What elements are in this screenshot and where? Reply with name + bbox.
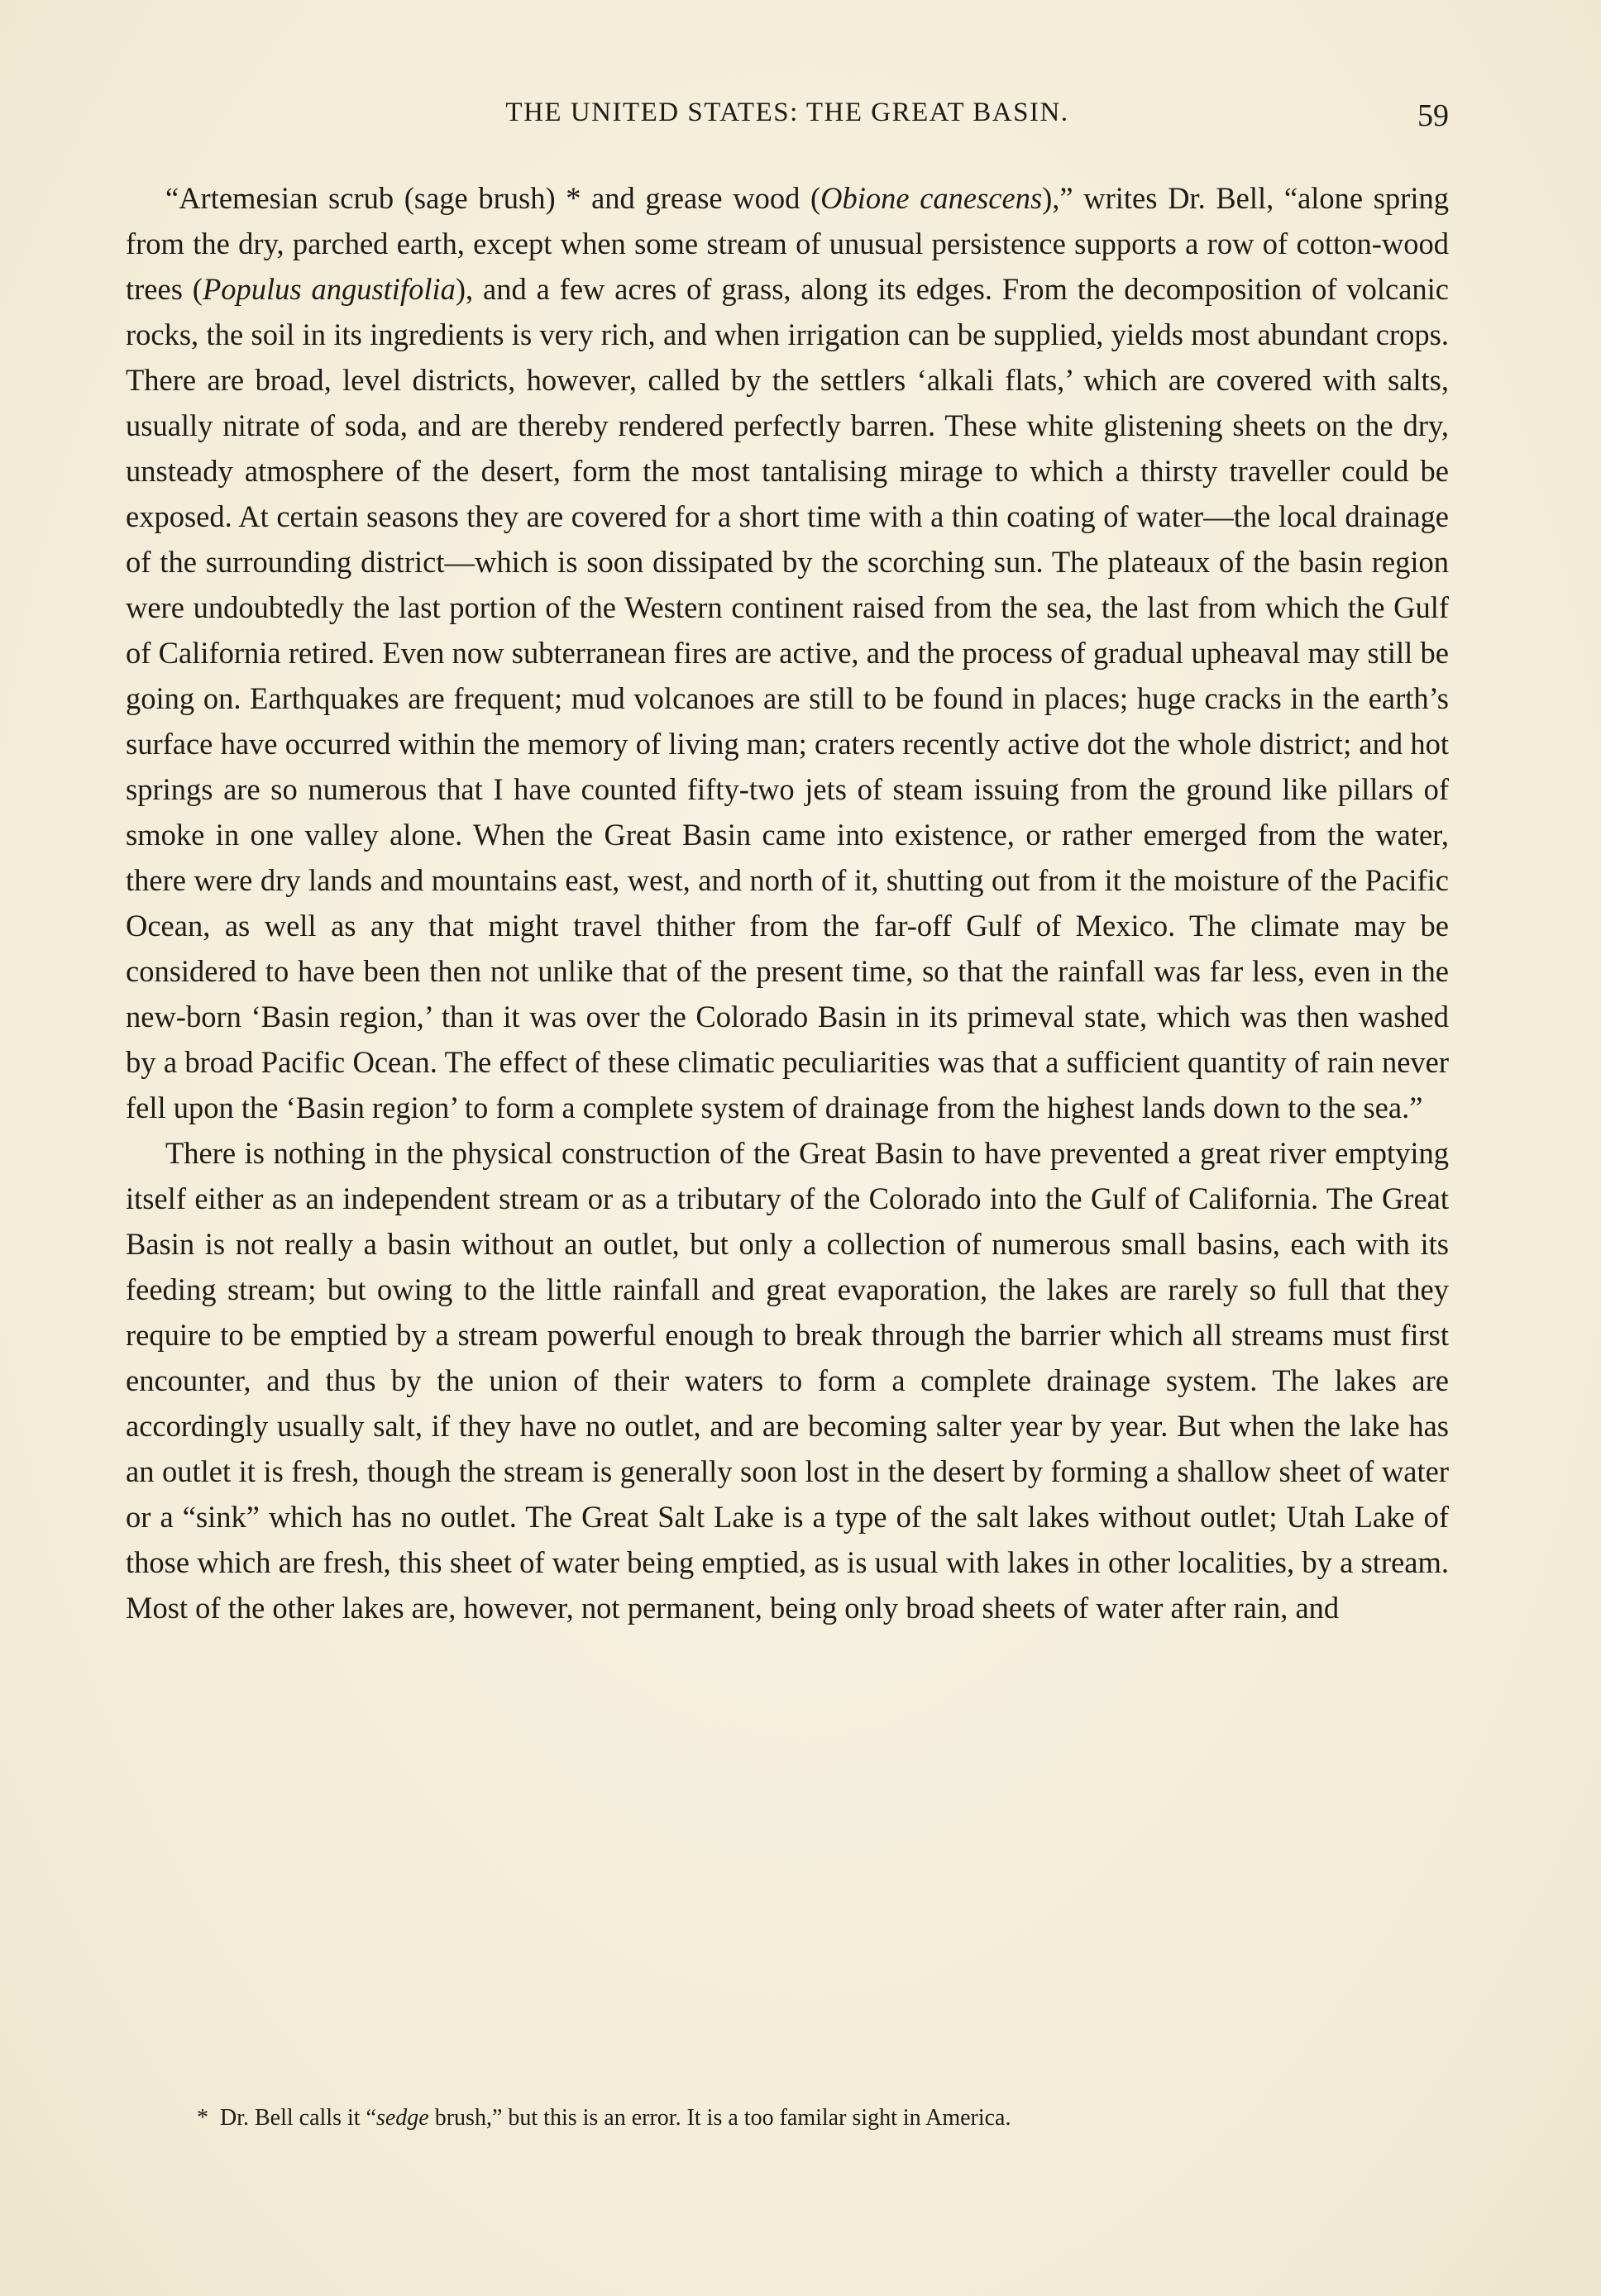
paragraph-2 bbox=[126, 1130, 1449, 1630]
text-run: There is nothing in the physical construction of the Great Basin to have prevented a great river emptying itself either as an independent stream or as a tributary of the Colorado into the Gulf of California. The Great Basin is not really a basin without an outlet, but only a collection of numerous small basins, each with its feeding stream; but owing to the little rainfall and great evaporation, the lakes are rarely so full that they require to be emptied by a stream powerful enough to break through the barrier which all streams must first encounter, and thus by the union of their waters to form a complete drainage system. The lakes are accordingly usually salt, if they have no outlet, and are becoming salter year by year. But when the lake has an outlet it is fresh, though the stream is generally soon lost in the desert by forming a shallow sheet of water or a “sink” which has no outlet. The Great Salt Lake is a type of the salt lakes without outlet; Utah Lake of those which are fresh, this sheet of water being emptied, as is usual with lakes in other localities, by a stream. Most of the other lakes are, however, not permanent, being only broad sheets of water after rain, and bbox=[126, 1136, 1449, 1625]
footnote-mark: * bbox=[197, 2105, 208, 2131]
footnote-text: brush,” but this is an error. It is a too familar sight in America. bbox=[428, 2105, 1011, 2131]
page-header bbox=[126, 98, 1449, 147]
species-name: Populus angustifolia bbox=[202, 272, 456, 306]
body-text bbox=[126, 175, 1449, 1630]
footnote-italic: sedge bbox=[375, 2105, 429, 2131]
species-name: Obione canescens bbox=[820, 181, 1043, 215]
paragraph-1 bbox=[126, 175, 1449, 1130]
running-head: THE UNITED STATES: THE GREAT BASIN. bbox=[505, 98, 1069, 127]
text-run: ),” writes Dr. Bell, “alone spring from the dry, parched earth, except when some stream of unusual persistence supports a row of cotton-wood trees ( bbox=[126, 181, 1449, 306]
footnote bbox=[197, 2103, 1404, 2133]
text-run: “Artemesian scrub (sage brush) * and grease wood ( bbox=[165, 181, 821, 215]
text-run: ), and a few acres of grass, along its edges. From the decomposition of volcanic rocks, the soil in its ingredients is very rich, and when irrigation can be supplied, yields most abundant crops. There are broad, level districts, however, called by the settlers ‘alkali flats,’ which are covered with salts, usually nitrate of soda, and are thereby rendered perfectly barren. These white glistening sheets on the dry, unsteady atmosphere of the desert, form the most tantalising mirage to which a thirsty traveller could be exposed. At certain seasons they are covered for a short time with a thin coating of water—the local drainage of the surrounding district—which is soon dissipated by the scorching sun. The plateaux of the basin region were undoubtedly the last portion of the Western continent raised from the sea, the last from which the Gulf of California retired. Even now subterranean fires are active, and the process of gradual upheaval may still be going on. Earthquakes are frequent; mud volcanoes are still to be found in places; huge cracks in the earth’s surface have occurred within the memory of living man; craters recently active dot the whole district; and hot springs are so numerous that I have counted fifty-two jets of steam issuing from the ground like pillars of smoke in one valley alone. When the Great Basin came into existence, or rather emerged from the water, there were dry lands and mountains east, west, and north of it, shutting out from it the moisture of the Pacific Ocean, as well as any that might travel thither from the far-off Gulf of Mexico. The climate may be considered to have been then not unlike that of the present time, so that the rainfall was far less, even in the new-born ‘Basin region,’ than it was over the Colorado Basin in its primeval state, which was then washed by a broad Pacific Ocean. The effect of these climatic peculiarities was that a sufficient quantity of rain never fell upon the ‘Basin region’ to form a complete system of drainage from the highest lands down to the sea.” bbox=[126, 272, 1449, 1124]
footnote-text: Dr. Bell calls it “ bbox=[220, 2105, 376, 2131]
page-number: 59 bbox=[1417, 98, 1449, 133]
